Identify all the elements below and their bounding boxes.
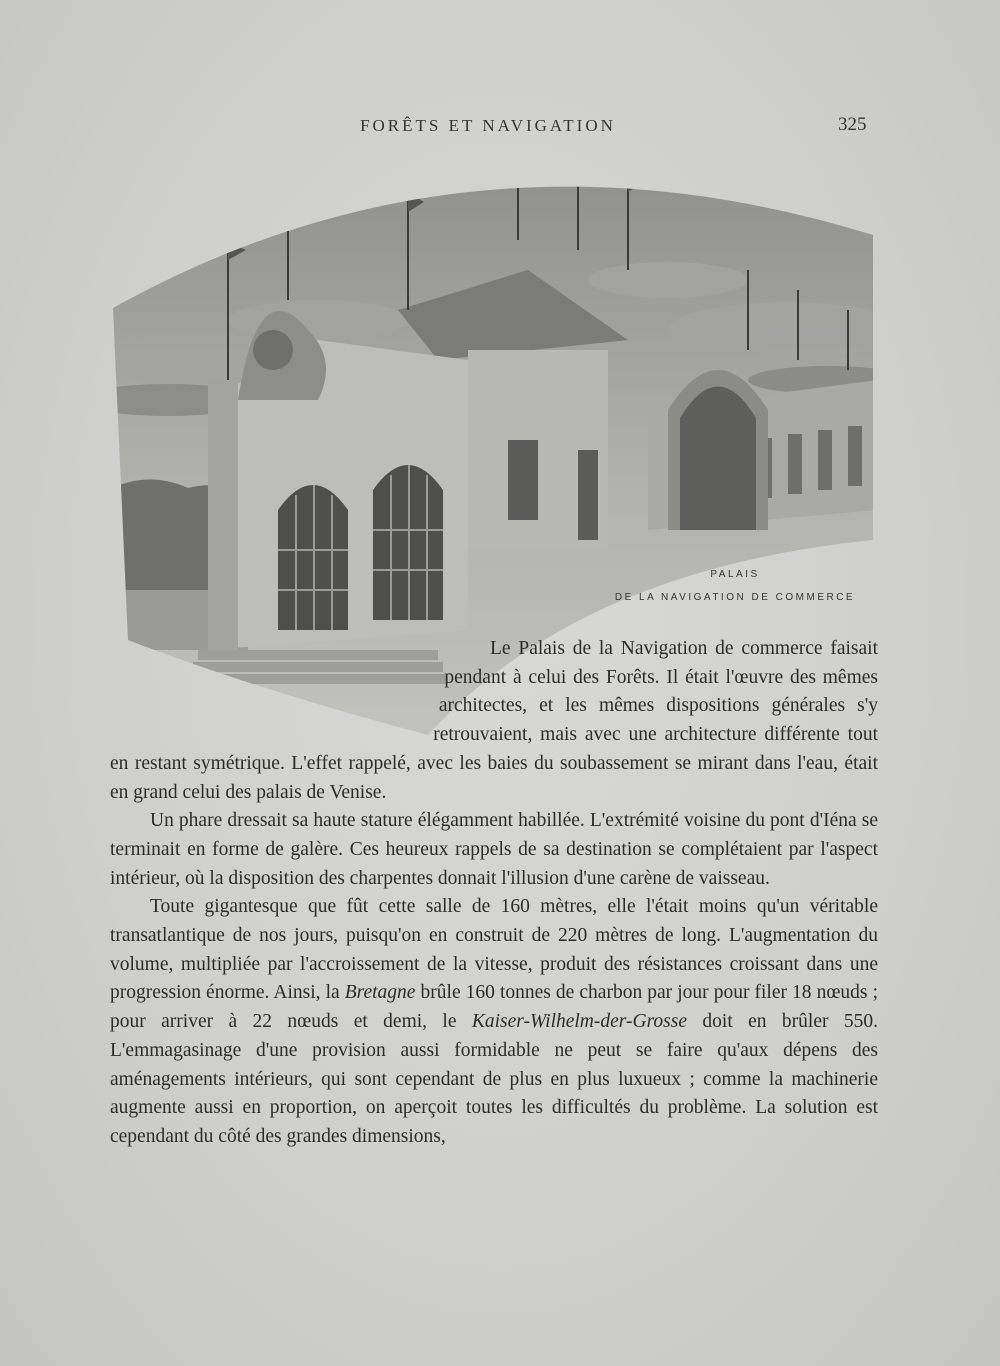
paragraph-2: Un phare dressait sa haute stature élégamment habillée. L'extrémité voisine du pont d'Iéna se terminait en forme de galère. Ces heureux rappels de sa destination se complétaient par l'aspect intérieur, où la disposition des charpentes donnait l'illusion d'une carène de vaisseau. bbox=[110, 810, 878, 889]
caption-line-2: DE LA NAVIGATION DE COMMERCE bbox=[614, 592, 856, 603]
running-title: FORÊTS ET NAVIGATION bbox=[360, 116, 616, 135]
paragraph-3-part-b: brûle 160 tonnes de charbon par jour pour filer 18 nœuds ; pour arriver à 22 nœuds et demi, le bbox=[110, 982, 878, 1033]
page-number: 325 bbox=[838, 114, 867, 135]
paragraph-3 bbox=[110, 893, 878, 1151]
paragraph-3-part-a: Toute gigantesque que fût cette salle de 160 mètres, elle l'était moins qu'un véritable transatlantique de nos jours, puisqu'on en construit de 220 mètres de long. L'augmentation du volume, multipliée par l'accroissement de la vitesse, produit des résistances croissant dans une progression énorme. Ainsi, la bbox=[110, 896, 878, 1004]
ship-name-kaiser: Kaiser-Wilhelm-der-Grosse bbox=[471, 1011, 688, 1033]
paragraph-1: Le Palais de la Navigation de commerce faisait pendant à celui des Forêts. Il était l'œuvre des mêmes architectes, et les mêmes dispositions générales s'y retrouvaient, mais avec une architecture différente tout en restant symétrique. L'effet rappelé, avec les baies du soubassement se mirant dans l'eau, était en grand celui des palais de Venise. bbox=[110, 638, 878, 803]
ship-name-bretagne: Bretagne bbox=[344, 982, 416, 1004]
figure-caption bbox=[600, 563, 870, 609]
caption-line-1: PALAIS bbox=[710, 569, 760, 580]
paragraph-3-part-c: doit en brûler 550. L'emmagasinage d'une provision aussi formidable ne peut se faire qu'aux dépens des aménagements intérieurs, qui sont cependant de plus en plus luxueux ; comme la machinerie augmente aussi en proportion, on aperçoit toutes les difficultés du problème. La solution est cependant du côté des grandes dimensions, bbox=[110, 1011, 878, 1147]
body-text bbox=[110, 635, 878, 1152]
